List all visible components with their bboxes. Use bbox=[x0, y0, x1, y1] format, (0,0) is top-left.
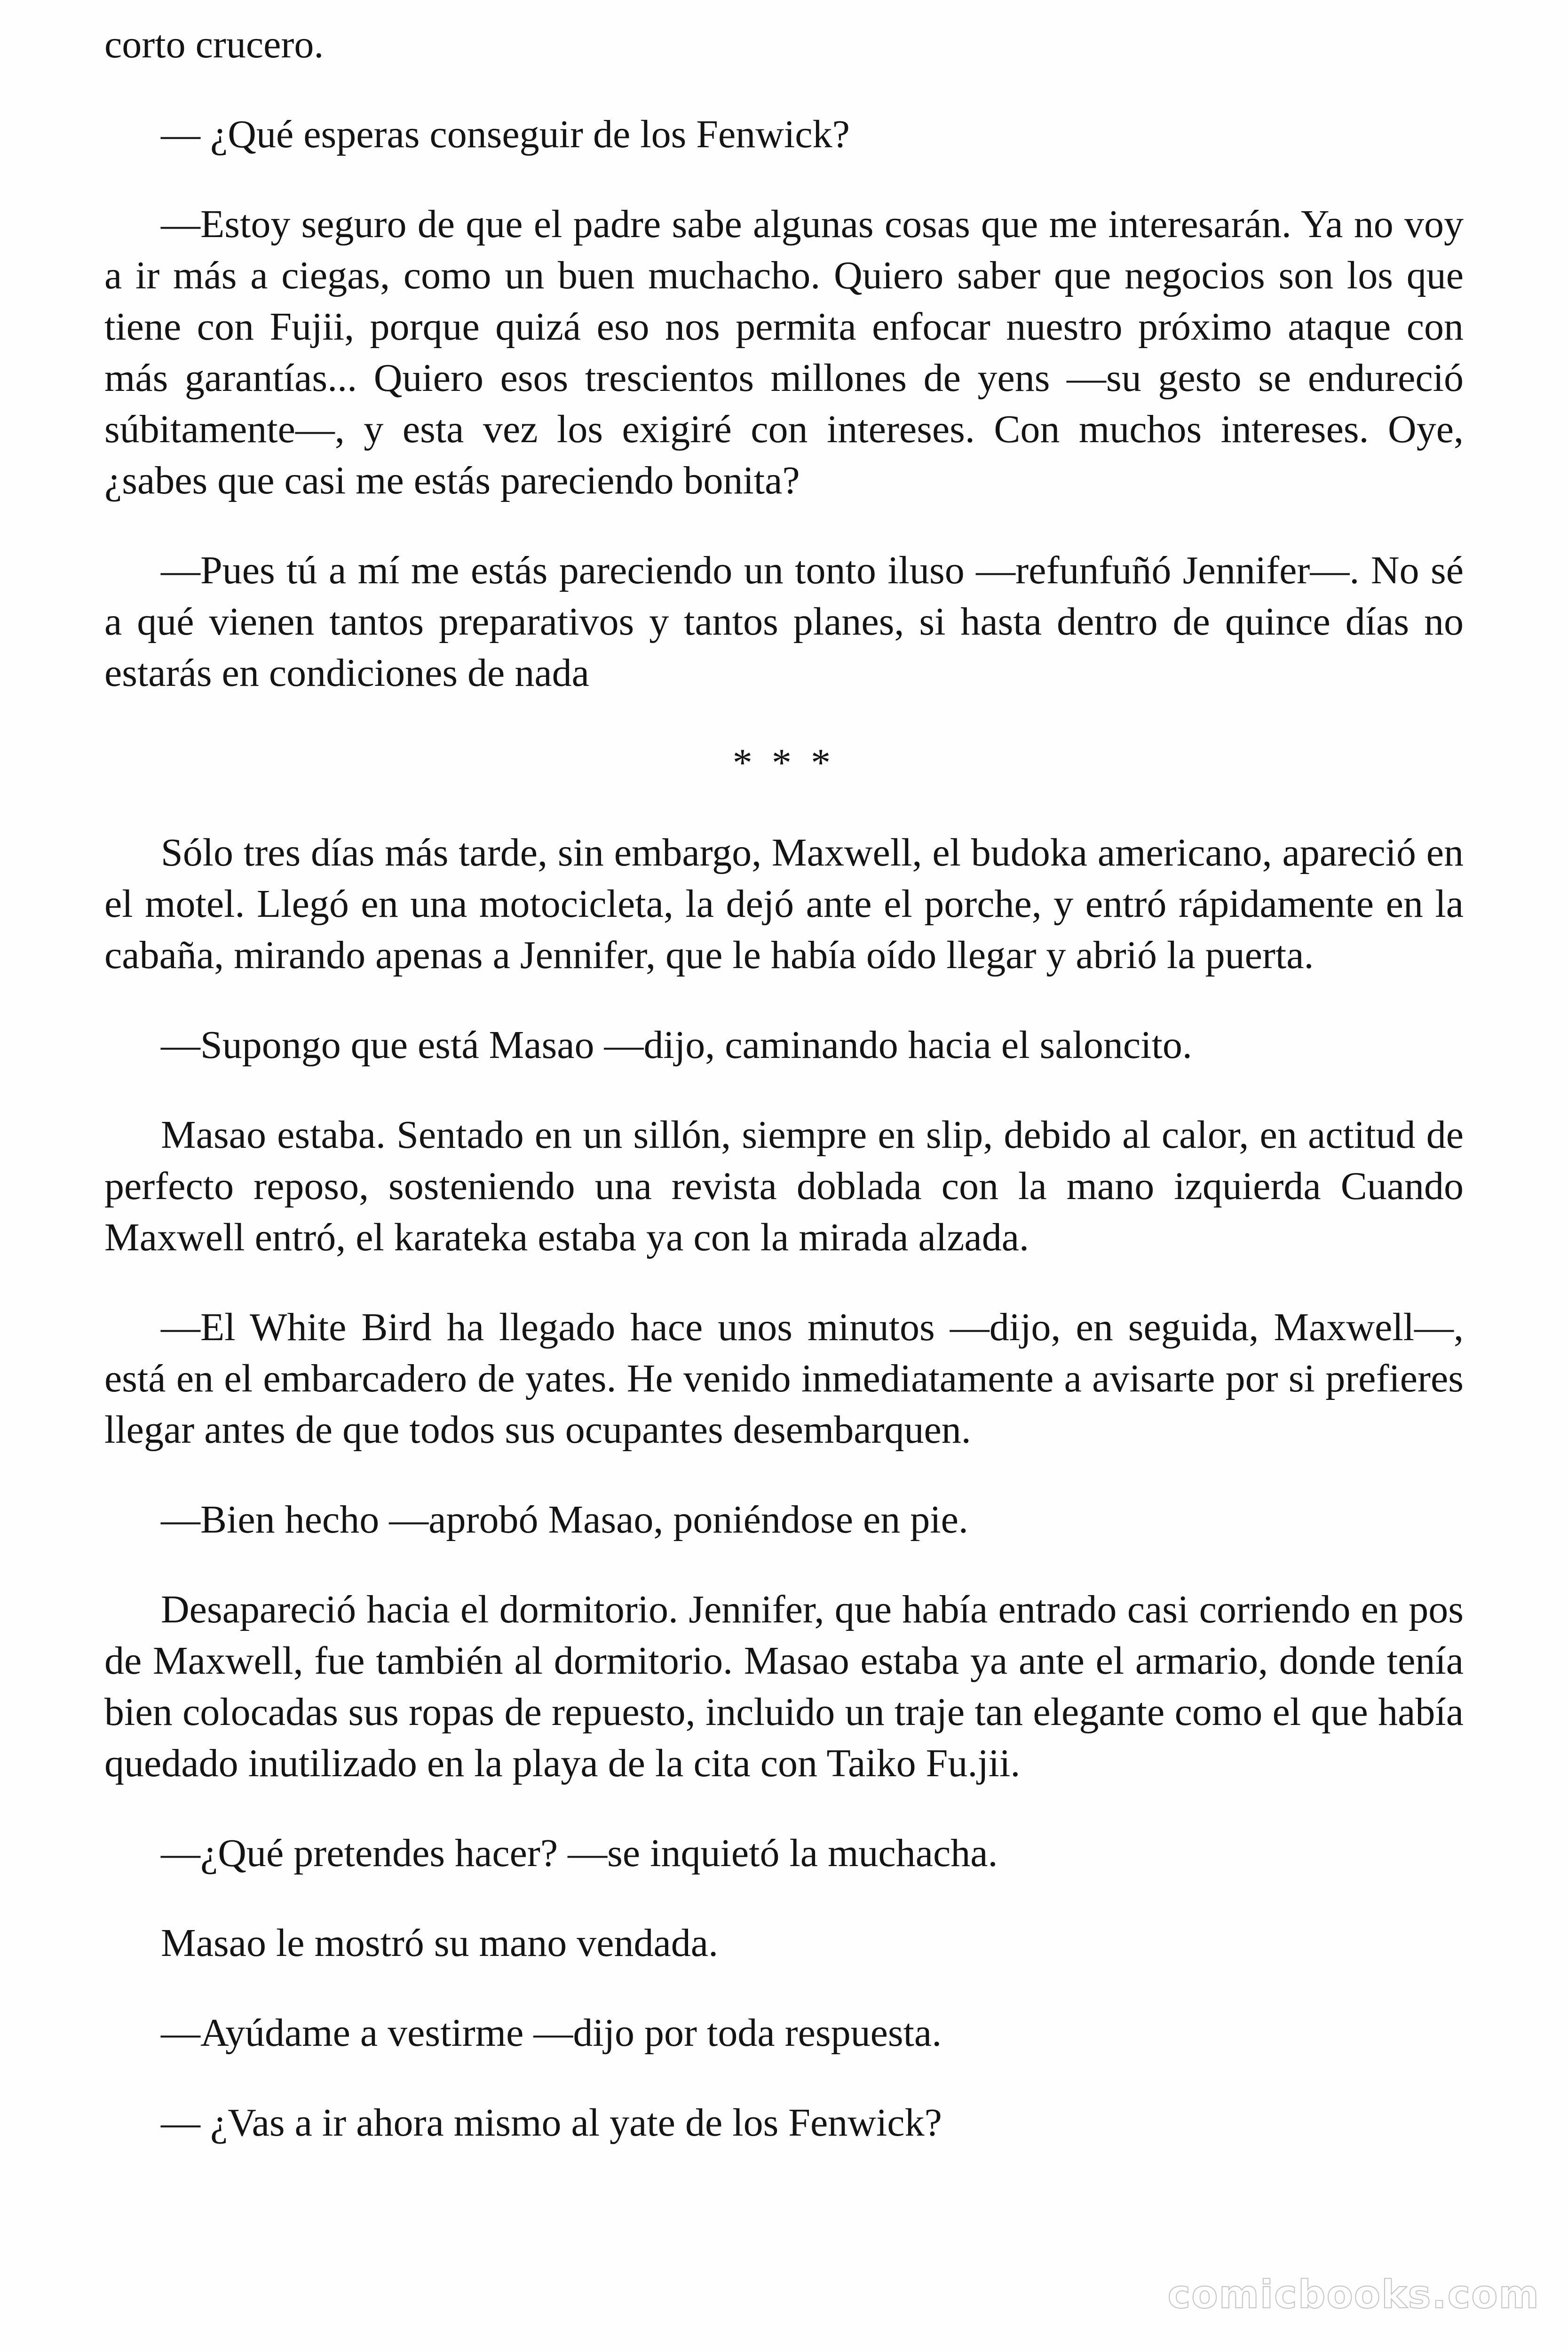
paragraph-6: —Supongo que está Masao —dijo, caminando hacia el saloncito. bbox=[161, 1023, 1192, 1067]
site-watermark: comicbooks.com bbox=[1167, 2273, 1540, 2317]
paragraph-8: —El White Bird ha llegado hace unos minutos —dijo, en seguida, Maxwell—, está en el embarcadero de yates. He venido inmediatamente a avisarte por si prefieres llegar antes de que todos sus ocupantes desembarquen. bbox=[104, 1305, 1464, 1452]
paragraph-2: — ¿Qué esperas conseguir de los Fenwick? bbox=[161, 112, 850, 156]
paragraph-11: —¿Qué pretendes hacer? —se inquietó la muchacha. bbox=[161, 1831, 998, 1875]
paragraph-3: —Estoy seguro de que el padre sabe algunas cosas que me interesarán. Ya no voy a ir más a ciegas, como un buen muchacho. Quiero saber que negocios son los que tiene con Fujii, porque quizá eso nos permita enfocar nuestro próximo ataque con más garantías... Quiero esos trescientos millones de yens —su gesto se endureció súbitamente—, y esta vez los exigiré con intereses. Con muchos intereses. Oye, ¿sabes que casi me estás pareciendo bonita? bbox=[104, 202, 1464, 502]
paragraph-12: Masao le mostró su mano vendada. bbox=[161, 1921, 719, 1965]
paragraph-10: Desapareció hacia el dormitorio. Jennifer, que había entrado casi corriendo en pos de Maxwell, fue también al dormitorio. Masao estaba ya ante el armario, donde tenía bien colocadas sus ropas de repuesto, incluido un traje tan elegante como el que había quedado inutilizado en la playa de la cita con Taiko Fu.jii. bbox=[104, 1588, 1464, 1785]
scene-separator: * * * bbox=[732, 741, 836, 785]
text-column bbox=[104, 19, 1464, 2187]
paragraph-14: — ¿Vas a ir ahora mismo al yate de los Fenwick? bbox=[161, 2101, 942, 2145]
paragraph-1: corto crucero. bbox=[104, 23, 324, 66]
paragraph-7: Masao estaba. Sentado en un sillón, siempre en slip, debido al calor, en actitud de perfecto reposo, sosteniendo una revista doblada con la mano izquierda Cuando Maxwell entró, el karateka estaba ya con la mirada alzada. bbox=[104, 1113, 1464, 1259]
paragraph-13: —Ayúdame a vestirme —dijo por toda respuesta. bbox=[161, 2011, 942, 2055]
paragraph-4: —Pues tú a mí me estás pareciendo un tonto iluso —refunfuñó Jennifer—. No sé a qué vienen tantos preparativos y tantos planes, si hasta dentro de quince días no estarás en condiciones de nada bbox=[104, 548, 1464, 695]
paragraph-9: —Bien hecho —aprobó Masao, poniéndose en pie. bbox=[161, 1498, 968, 1542]
paragraph-5: Sólo tres días más tarde, sin embargo, Maxwell, el budoka americano, apareció en el motel. Llegó en una motocicleta, la dejó ante el porche, y entró rápidamente en la cabaña, mirando apenas a Jennifer, que le había oído llegar y abrió la puerta. bbox=[104, 831, 1464, 977]
